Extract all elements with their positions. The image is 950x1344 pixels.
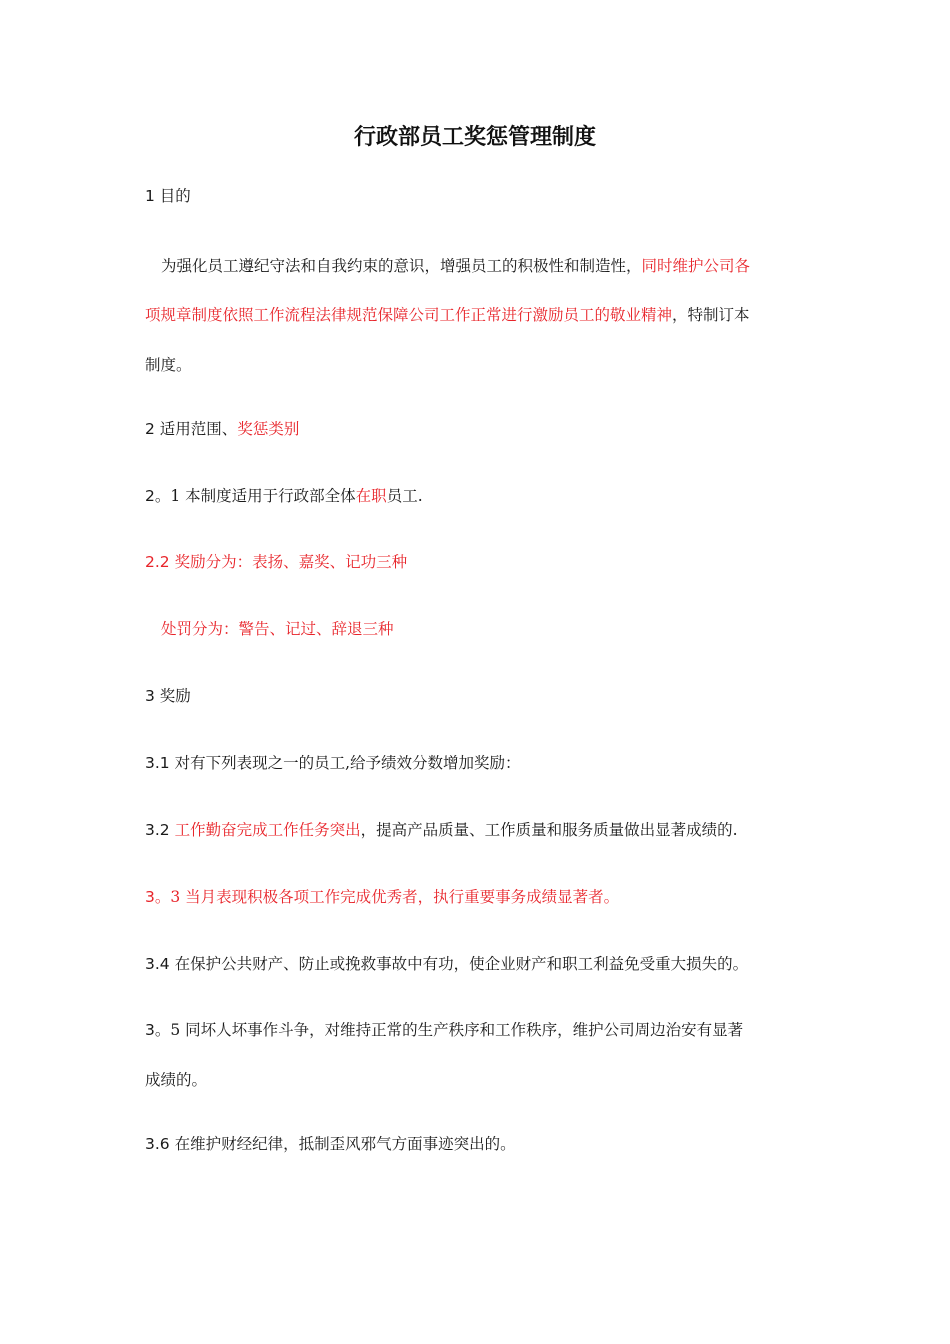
purpose-text: ，特制订本 xyxy=(672,306,750,324)
section-3-heading xyxy=(145,685,815,707)
clause-number: 2.2 xyxy=(145,553,170,571)
section-number: 2 xyxy=(145,420,155,438)
clause-3-2 xyxy=(145,819,815,841)
clause-3-5-continued xyxy=(145,1069,815,1091)
clause-text: 在保护公共财产、防止或挽救事故中有功，使企业财产和职工利益免受重大损失的。 xyxy=(169,955,749,973)
section-number: 3 xyxy=(145,687,155,705)
clause-3-4 xyxy=(145,953,815,975)
purpose-text: 为强化员工遵纪守法和自我约束的意识，增强员工的积极性和制造性， xyxy=(161,257,642,275)
clause-2-2 xyxy=(145,551,815,573)
clause-number: 2 xyxy=(145,487,155,505)
clause-highlight: 奖励分为：表扬、嘉奖、记功三种 xyxy=(169,553,408,571)
clause-2-2-penalty xyxy=(161,618,831,640)
section-text: 适用范围、 xyxy=(154,420,238,438)
clause-highlight: 工作勤奋完成工作任务突出 xyxy=(169,821,361,839)
section-highlight: 奖惩类别 xyxy=(237,420,300,438)
clause-number: 3 xyxy=(145,888,155,906)
clause-3-6 xyxy=(145,1133,815,1155)
clause-highlight: 在职 xyxy=(355,487,387,505)
section-1-heading xyxy=(145,185,815,207)
section-number: 1 xyxy=(145,187,155,205)
clause-text: 在维护财经纪律，抵制歪风邪气方面事迹突出的。 xyxy=(169,1135,516,1153)
clause-highlight: 处罚分为：警告、记过、辞退三种 xyxy=(161,620,394,638)
clause-3-5 xyxy=(145,1019,815,1041)
clause-3-3 xyxy=(145,886,815,908)
clause-text: ，提高产品质量、工作质量和服务质量做出显著成绩的. xyxy=(360,821,738,839)
clause-text: 。5 同坏人坏事作斗争，对维持正常的生产秩序和工作秩序，维护公司周边治安有显著 xyxy=(154,1021,744,1039)
clause-number: 3 xyxy=(145,1021,155,1039)
purpose-line-3 xyxy=(145,354,815,376)
purpose-line-2 xyxy=(145,304,815,326)
clause-2-1 xyxy=(145,485,815,507)
clause-number: 3.1 xyxy=(145,754,170,772)
clause-text: 员工. xyxy=(386,487,423,505)
clause-highlight: 。3 当月表现积极各项工作完成优秀者，执行重要事务成绩显著者。 xyxy=(154,888,620,906)
purpose-line-1 xyxy=(161,255,831,277)
clause-text: 。1 本制度适用于行政部全体 xyxy=(154,487,356,505)
purpose-highlight: 同时维护公司各 xyxy=(641,257,751,275)
document-title: 行政部员工奖惩管理制度 xyxy=(353,124,596,150)
clause-text: 对有下列表现之一的员工,给予绩效分数增加奖励： xyxy=(169,754,521,772)
clause-number: 3.2 xyxy=(145,821,170,839)
clause-text: 成绩的。 xyxy=(145,1071,208,1089)
clause-3-1 xyxy=(145,752,815,774)
clause-number: 3.6 xyxy=(145,1135,170,1153)
section-2-heading xyxy=(145,418,815,440)
section-text: 奖励 xyxy=(154,687,191,705)
clause-number: 3.4 xyxy=(145,955,170,973)
purpose-highlight: 项规章制度依照工作流程法律规范保障公司工作正常进行激励员工的敬业精神 xyxy=(145,306,673,324)
purpose-text: 制度。 xyxy=(145,356,192,374)
section-text: 目的 xyxy=(154,187,191,205)
